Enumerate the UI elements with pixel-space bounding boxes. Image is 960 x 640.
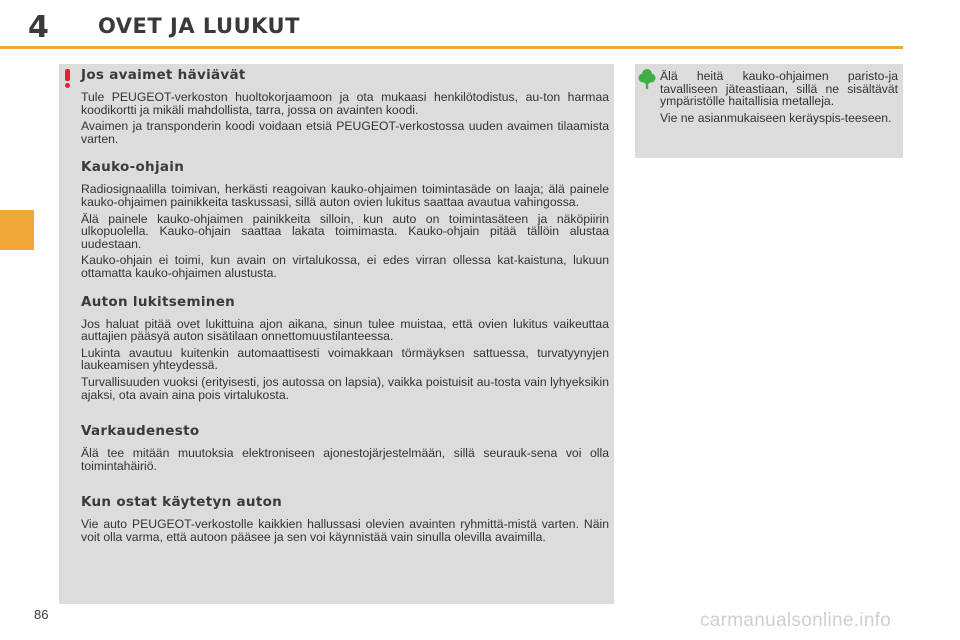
section-title: Kauko-ohjain — [81, 159, 185, 176]
watermark: carmanualsonline.info — [700, 610, 892, 631]
section-locking — [81, 294, 609, 402]
page-number: 86 — [34, 607, 49, 622]
paragraph: Älä painele kauko-ohjaimen painikkeita silloin, kun auto on toimintasäteen ja näköpiirin ulkopuolella. Kauko-ohjain saattaa lakata toimimasta. Kauko-ohjain pitää tällöin alustaa uudestaan. — [81, 211, 609, 251]
section-title: Auton lukitseminen — [81, 293, 236, 310]
chapter-title: OVET JA LUUKUT — [98, 14, 300, 38]
section-title: Jos avaimet häviävät — [81, 67, 246, 83]
paragraph: Vie auto PEUGEOT-verkostolle kaikkien hallussasi olevien avainten ryhmittä-mistä varten. Näin voit olla varma, että autoon pääsee ja sen voi käynnistää vain sinulla olevilla avaimilla. — [81, 517, 609, 544]
paragraph: Älä heitä kauko-ohjaimen paristo-ja tavalliseen jäteastiaan, sillä ne sisältävät ympäristölle haitallisia metalleja. — [660, 69, 898, 109]
exclamation-icon — [59, 64, 77, 90]
paragraph: Turvallisuuden vuoksi (erityisesti, jos autossa on lapsia), vaikka poistuisit au-tosta vain lyhyeksikin ajaksi, ota avain aina pois virtalukosta. — [81, 374, 609, 402]
main-content — [81, 67, 609, 557]
chapter-number: 4 — [28, 10, 49, 45]
eco-tip-text — [660, 70, 898, 128]
paragraph: Kauko-ohjain ei toimi, kun avain on virtalukossa, ei edes virran ollessa kat-kaistuna, lukuun ottamatta kauko-ohjaimen alustusta. — [81, 253, 609, 280]
tree-icon — [638, 68, 656, 90]
paragraph: Jos haluat pitää ovet lukittuina ajon aikana, sinun tulee muistaa, että ovien lukitus vaikeuttaa auttajien pääsyä auton sisätilaan onnettomuustilanteessa. — [81, 316, 609, 344]
section-used-car — [81, 494, 609, 543]
paragraph: Radiosignaalilla toimivan, herkästi reagoivan kauko-ohjaimen toimintasäde on laaja; älä painele kauko-ohjaimen painikkeita taskussasi, sillä auton ovien lukitus saattaa avautua vahingossa. — [81, 182, 609, 209]
paragraph: Älä tee mitään muutoksia elektroniseen ajonestojärjestelmään, sillä seurauk-sena voi olla toimintahäiriö. — [81, 446, 609, 473]
section-lost-keys — [81, 67, 609, 145]
section-remote-control — [81, 159, 609, 279]
paragraph: Avaimen ja transponderin koodi voidaan etsiä PEUGEOT-verkostossa uuden avaimen tilaamista varten. — [81, 119, 609, 146]
section-title: Varkaudenesto — [81, 423, 200, 440]
section-title: Kun ostat käytetyn auton — [81, 494, 283, 511]
header-rule — [0, 46, 903, 49]
paragraph: Tule PEUGEOT-verkoston huoltokorjaamoon ja ota mukaasi henkilötodistus, au-ton harmaa koodikortti ja mikäli mahdollista, tarra, jossa on avainten koodi. — [81, 90, 609, 117]
paragraph: Lukinta avautuu kuitenkin automaattisesti voimakkaan törmäyksen sattuessa, turvatyynyjen laukeamisen yhteydessä. — [81, 345, 609, 373]
section-anti-theft — [81, 423, 609, 472]
paragraph: Vie ne asianmukaiseen keräyspis-teeseen. — [660, 110, 892, 125]
chapter-side-tab — [0, 210, 34, 250]
